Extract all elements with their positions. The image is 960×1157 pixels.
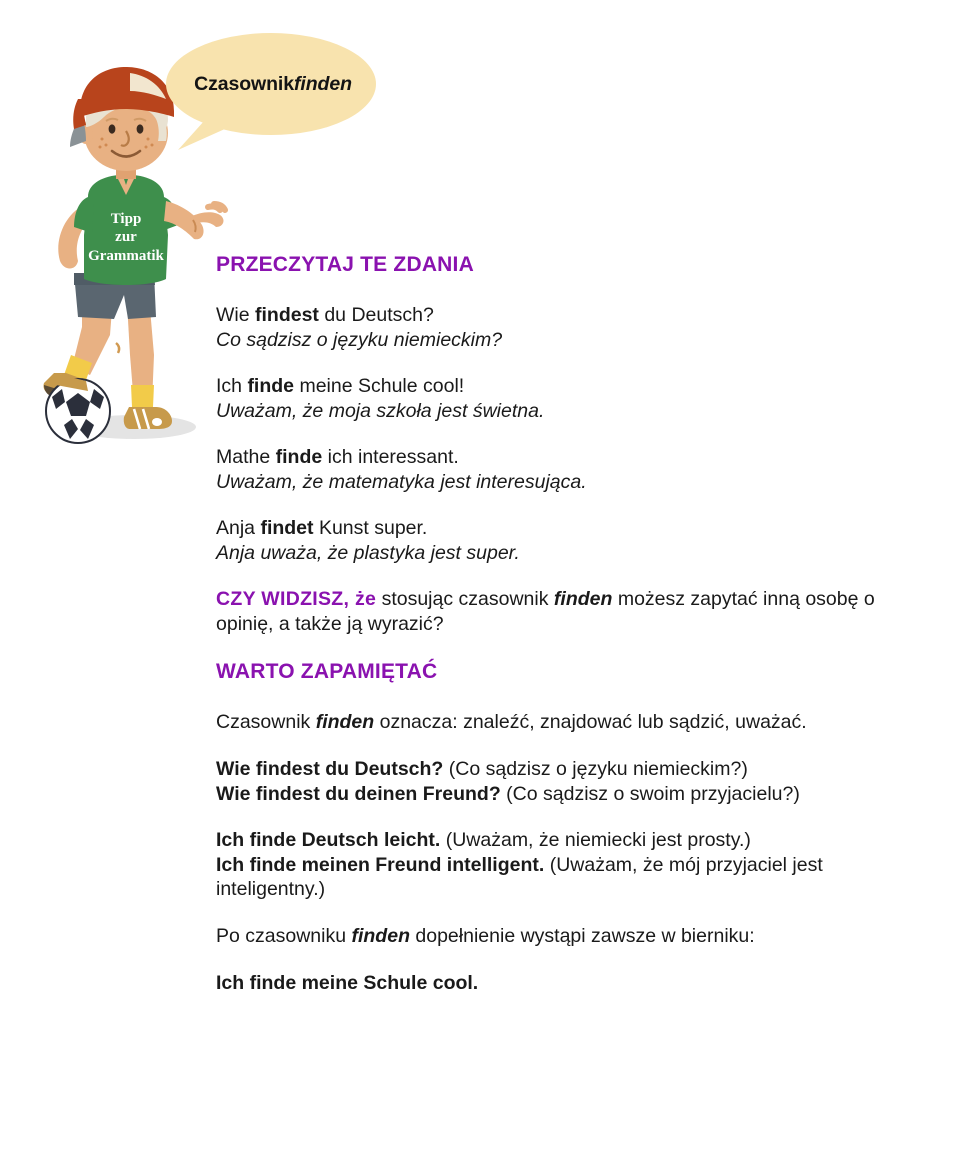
de-after: meine Schule cool! xyxy=(294,375,465,398)
sentence-pair xyxy=(216,445,916,494)
example-german: Wie findest du deinen Freund? xyxy=(216,782,501,805)
heading-warto-zapamietac: WARTO ZAPAMIĘTAĆ xyxy=(216,660,438,684)
shirt-text-line-3: Grammatik xyxy=(88,248,164,264)
rule-line xyxy=(216,924,916,949)
definition-verb: finden xyxy=(315,711,375,734)
example-polish: (Co sądzisz o swoim przyjacielu?) xyxy=(500,782,800,805)
de-verb: findest xyxy=(255,304,319,327)
german-sentence xyxy=(216,374,916,399)
de-verb: findet xyxy=(260,517,314,540)
example-statement xyxy=(216,853,916,902)
sentence-pair xyxy=(216,516,916,565)
example-polish: (Uważam, że mój przyjaciel jest inteligentny.) xyxy=(216,853,823,901)
spacer xyxy=(216,902,916,924)
sock-back xyxy=(131,385,154,407)
rule-part2: dopełnienie wystąpi zawsze w bierniku: xyxy=(409,924,755,947)
sentence-pair xyxy=(216,374,916,423)
lesson-content xyxy=(216,252,916,996)
notice-part2: możesz zapytać inną osobę o opinię, a także ją wyrazić? xyxy=(216,588,875,636)
final-example: Ich finde meine Schule cool. xyxy=(216,971,479,994)
rule-part1: Po czasowniku xyxy=(216,924,352,947)
definition-part2: oznacza: znaleźć, znajdować lub sądzić, uważać. xyxy=(374,711,807,734)
shirt-text-line-2: zur xyxy=(115,229,137,245)
de-after: ich interessant. xyxy=(322,446,459,469)
spacer xyxy=(216,735,916,757)
spacer xyxy=(216,565,916,587)
polish-translation: Co sądzisz o języku niemieckim? xyxy=(216,328,503,351)
definition-line xyxy=(216,710,916,735)
de-before: Ich xyxy=(216,375,248,398)
sentence-pair xyxy=(216,303,916,352)
eye-left xyxy=(109,124,116,133)
example-question xyxy=(216,757,916,782)
german-sentence xyxy=(216,445,916,470)
notice-part1: stosując czasownik xyxy=(376,588,554,611)
de-before: Mathe xyxy=(216,446,276,469)
de-after: du Deutsch? xyxy=(318,304,434,327)
spacer xyxy=(216,277,916,303)
spacer xyxy=(216,494,916,516)
spacer xyxy=(216,684,916,710)
bubble-text-italic: finden xyxy=(294,72,352,95)
bubble-text-normal: Czasownik xyxy=(194,72,294,95)
spacer xyxy=(216,423,916,445)
german-sentence xyxy=(216,516,916,541)
spacer xyxy=(216,806,916,828)
example-german: Ich finde Deutsch leicht. xyxy=(216,829,441,852)
heading-przeczytaj: PRZECZYTAJ TE ZDANIA xyxy=(216,253,474,276)
de-before: Wie xyxy=(216,304,255,327)
polish-translation: Anja uważa, że plastyka jest super. xyxy=(216,541,520,564)
speech-bubble xyxy=(164,32,376,150)
example-question xyxy=(216,782,916,807)
speech-bubble-text xyxy=(164,32,376,136)
rule-verb: finden xyxy=(351,924,410,947)
spacer xyxy=(216,949,916,971)
de-verb: finde xyxy=(247,375,295,398)
notice-verb: finden xyxy=(553,588,613,611)
notice-highlight: CZY WIDZISZ, że xyxy=(216,588,377,611)
notice-paragraph xyxy=(216,587,916,637)
spacer xyxy=(216,637,916,659)
definition-part1: Czasownik xyxy=(216,711,316,734)
eye-right xyxy=(137,124,144,133)
german-sentence xyxy=(216,303,916,328)
polish-translation: Uważam, że matematyka jest interesująca. xyxy=(216,470,587,493)
example-statement xyxy=(216,828,916,853)
example-polish: (Co sądzisz o języku niemieckim?) xyxy=(443,758,748,781)
de-verb: finde xyxy=(275,446,323,469)
polish-translation: Uważam, że moja szkoła jest świetna. xyxy=(216,399,545,422)
example-polish: (Uważam, że niemiecki jest prosty.) xyxy=(440,829,751,852)
example-german: Wie findest du Deutsch? xyxy=(216,758,444,781)
example-german: Ich finde meinen Freund intelligent. xyxy=(216,853,545,876)
spacer xyxy=(216,352,916,374)
de-before: Anja xyxy=(216,517,261,540)
shirt-text-line-1: Tipp xyxy=(110,211,142,227)
de-after: Kunst super. xyxy=(313,517,428,540)
